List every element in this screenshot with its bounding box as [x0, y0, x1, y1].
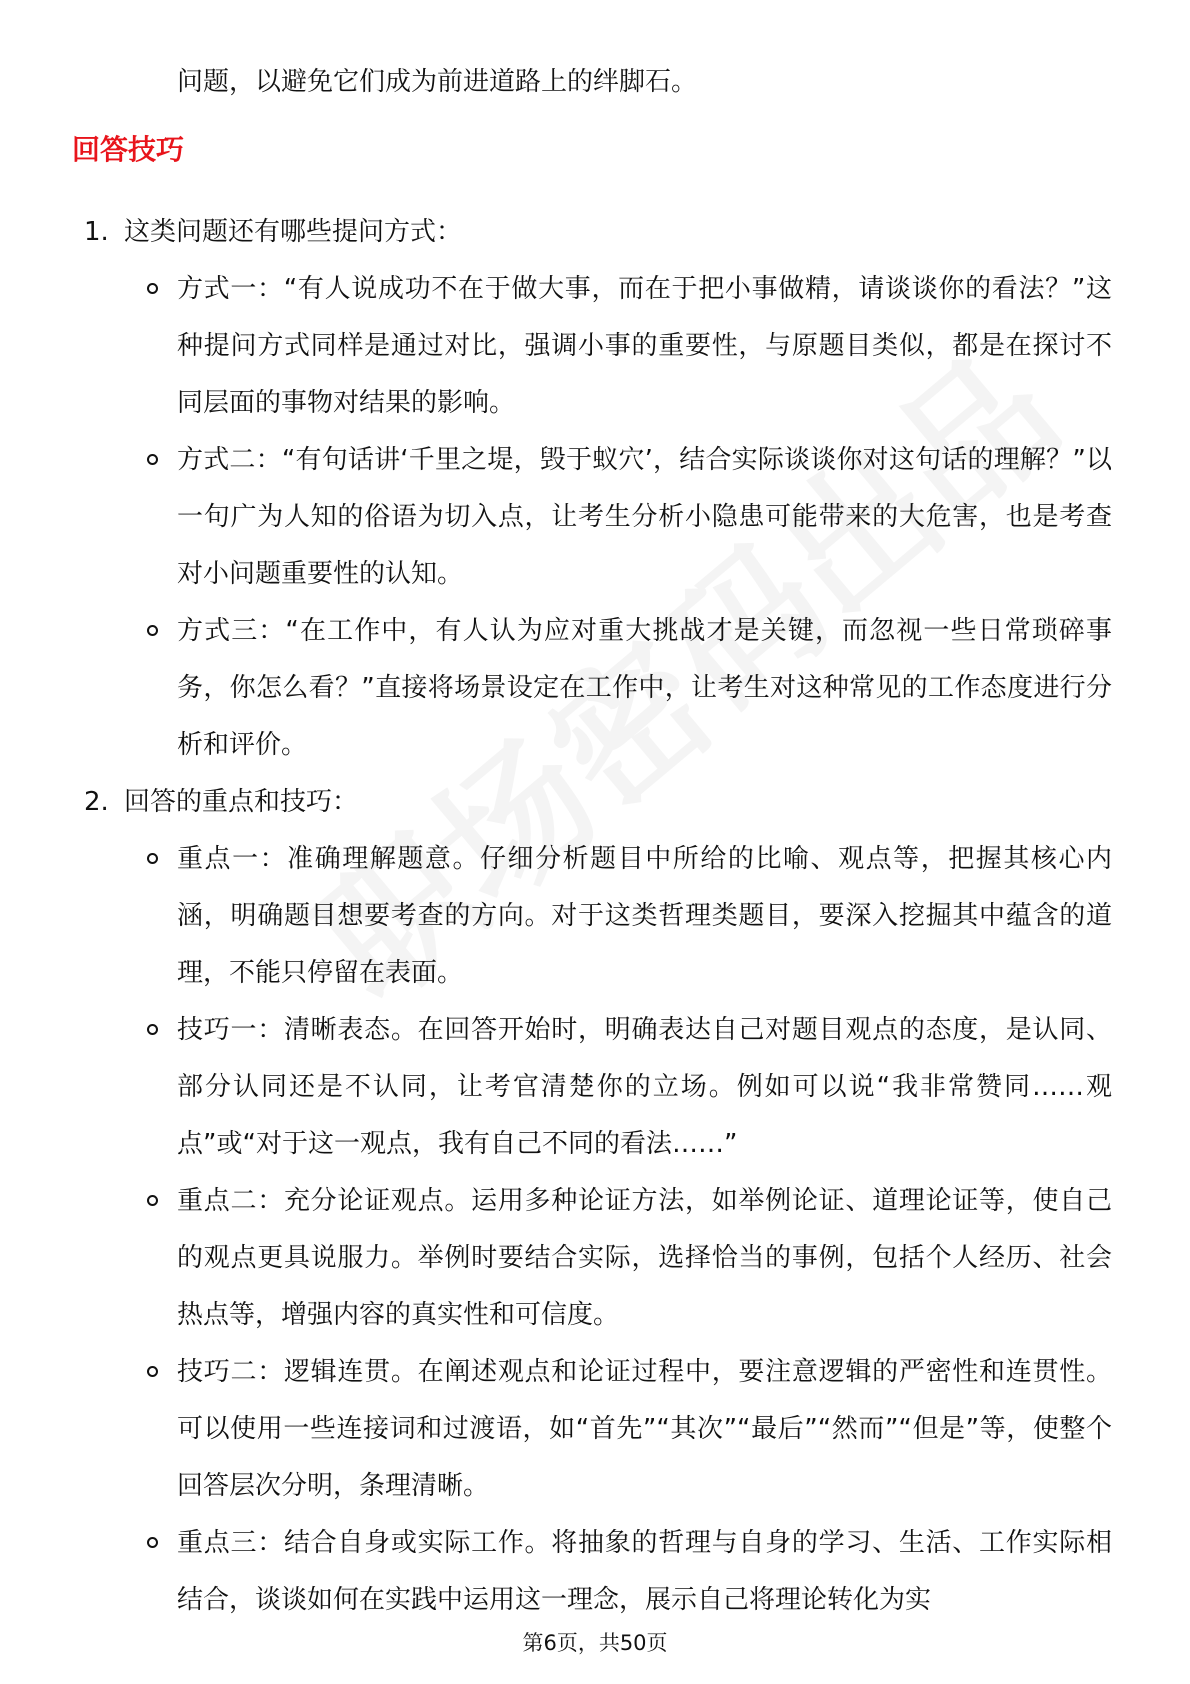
bullet-text: 方式三：“在工作中，有人认为应对重大挑战才是关键，而忽视一些日常琐碎事务，你怎么看？”直接将场景设定在工作中，让考生对这种常见的工作态度进行分析和评价。 — [177, 616, 1112, 760]
section-heading: 回答技巧 — [72, 133, 185, 166]
numbered-item-2 — [0, 774, 1190, 1629]
bullet-item — [0, 1173, 1112, 1344]
bullet-text: 方式一：“有人说成功不在于做大事，而在于把小事做精，请谈谈你的看法？”这种提问方式同样是通过对比，强调小事的重要性，与原题目类似，都是在探讨不同层面的事物对结果的影响。 — [177, 274, 1112, 418]
bullet-item — [0, 1002, 1112, 1173]
item-number: 1. — [84, 217, 109, 247]
bullet-text: 技巧二：逻辑连贯。在阐述观点和论证过程中，要注意逻辑的严密性和连贯性。可以使用一些连接词和过渡语，如“首先”“其次”“最后”“然而”“但是”等，使整个回答层次分明，条理清晰。 — [177, 1357, 1112, 1501]
hollow-bullet-icon — [147, 1537, 158, 1548]
page-footer: 第6页，共50页 — [522, 1631, 668, 1655]
numbered-item-label — [0, 204, 1190, 261]
bullet-text: 重点三：结合自身或实际工作。将抽象的哲理与自身的学习、生活、工作实际相结合，谈谈如何在实践中运用这一理念，展示自己将理论转化为实 — [177, 1528, 1112, 1615]
numbered-item-1 — [0, 204, 1190, 774]
bullet-text: 重点二：充分论证观点。运用多种论证方法，如举例论证、道理论证等，使自己的观点更具说服力。举例时要结合实际，选择恰当的事例，包括个人经历、社会热点等，增强内容的真实性和可信度。 — [177, 1186, 1112, 1330]
numbered-item-label — [0, 774, 1190, 831]
item-number: 2. — [84, 787, 109, 817]
continuation-paragraph: 问题，以避免它们成为前进道路上的绊脚石。 — [177, 67, 698, 97]
hollow-bullet-icon — [147, 1366, 158, 1377]
item-title: 这类问题还有哪些提问方式： — [124, 217, 463, 247]
bullet-item — [0, 831, 1112, 1002]
bullet-text: 重点一：准确理解题意。仔细分析题目中所给的比喻、观点等，把握其核心内涵，明确题目想要考查的方向。对于这类哲理类题目，要深入挖掘其中蕴含的道理，不能只停留在表面。 — [177, 844, 1112, 988]
numbered-list — [0, 204, 1190, 1629]
bullet-item — [0, 261, 1112, 432]
hollow-bullet-icon — [147, 1024, 158, 1035]
hollow-bullet-icon — [147, 625, 158, 636]
hollow-bullet-icon — [147, 1195, 158, 1206]
bullet-item — [0, 603, 1112, 774]
item-title: 回答的重点和技巧： — [124, 787, 359, 817]
bullet-text: 技巧一：清晰表态。在回答开始时，明确表达自己对题目观点的态度，是认同、部分认同还是不认同，让考官清楚你的立场。例如可以说“我非常赞同……观点”或“对于这一观点，我有自己不同的看法……” — [177, 1015, 1112, 1159]
bullet-item — [0, 1344, 1112, 1515]
bullet-item — [0, 1515, 1112, 1629]
hollow-bullet-icon — [147, 283, 158, 294]
bullet-text: 方式二：“有句话讲‘千里之堤，毁于蚁穴’，结合实际谈谈你对这句话的理解？”以一句广为人知的俗语为切入点，让考生分析小隐患可能带来的大危害，也是考查对小问题重要性的认知。 — [177, 445, 1112, 589]
hollow-bullet-icon — [147, 853, 158, 864]
bullet-item — [0, 432, 1112, 603]
hollow-bullet-icon — [147, 454, 158, 465]
